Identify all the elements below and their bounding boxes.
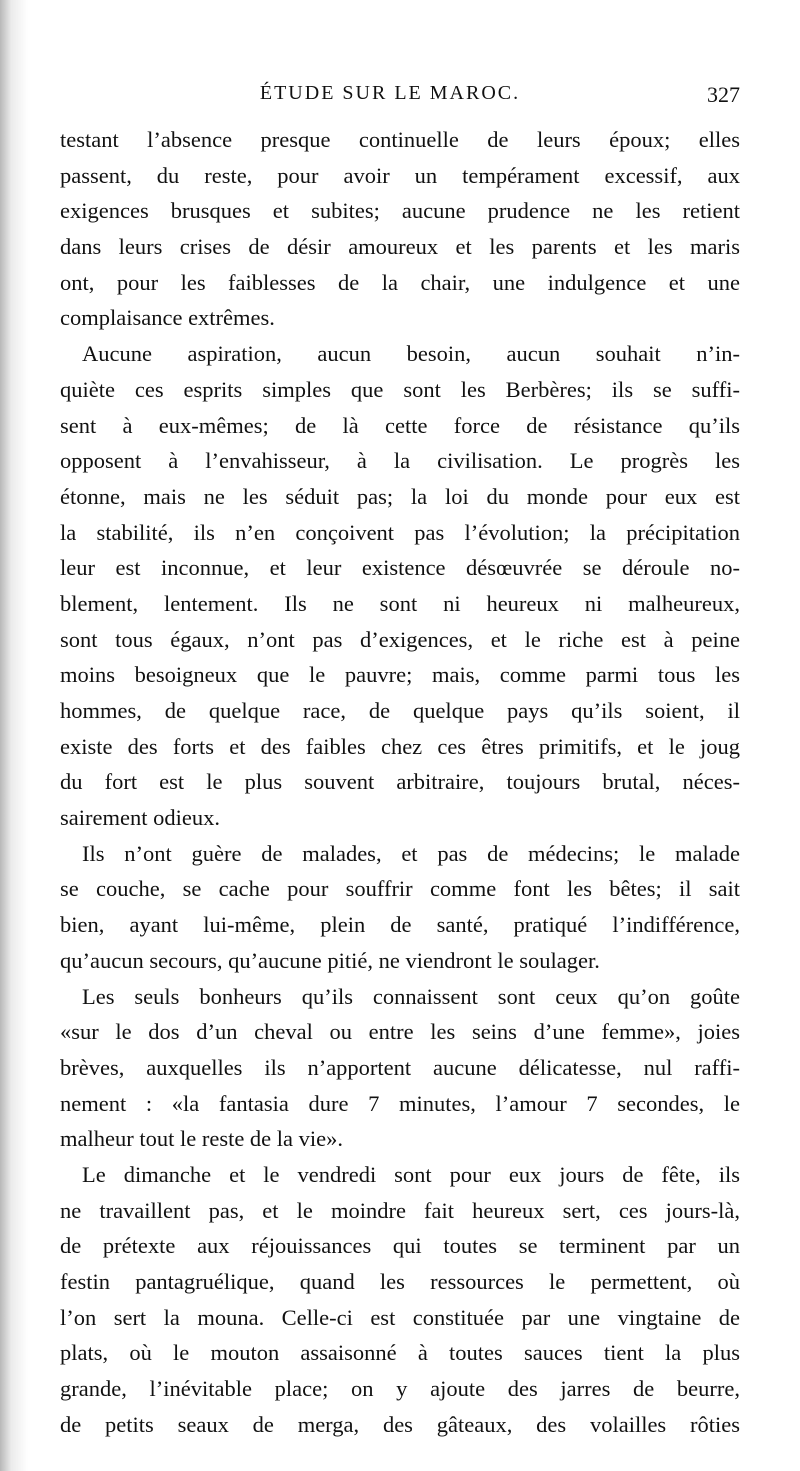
- text-line: blement, lentement. Ils ne sont ni heureux ni malheureux,: [60, 590, 740, 616]
- text-line: passent, du reste, pour avoir un tempérament excessif, aux: [60, 162, 740, 188]
- text-line: se couche, se cache pour souffrir comme font les bêtes; il sait: [60, 876, 740, 902]
- text-line: dans leurs crises de désir amoureux et les parents et les maris: [60, 234, 740, 260]
- text-line: existe des forts et des faibles chez ces êtres primitifs, et le joug: [60, 733, 740, 759]
- text-line: brèves, auxquelles ils n’apportent aucune délicatesse, nul raffi-: [60, 1054, 740, 1080]
- text-line: l’on sert la mouna. Celle-ci est constituée par une vingtaine de: [60, 1304, 740, 1330]
- text-line: grande, l’inévitable place; on y ajoute des jarres de beurre,: [60, 1376, 740, 1402]
- page-number: 327: [707, 82, 740, 107]
- text-line: malheur tout le reste de la vie».: [60, 1126, 344, 1152]
- text-line: qu’aucun secours, qu’aucune pitié, ne viendront le soulager.: [60, 947, 600, 973]
- text-line: sent à eux-mêmes; de là cette force de résistance qu’ils: [60, 412, 740, 438]
- text-line: hommes, de quelque race, de quelque pays qu’ils soient, il: [60, 698, 740, 723]
- text-line: festin pantagruélique, quand les ressources le permettent, où: [60, 1269, 740, 1294]
- text-line: exigences brusques et subites; aucune prudence ne les retient: [60, 198, 740, 224]
- text-line: quiète ces esprits simples que sont les Berbères; ils se suffi-: [60, 376, 740, 402]
- running-title: ÉTUDE SUR LE MAROC.: [259, 82, 521, 104]
- text-line: testant l’absence presque continuelle de leurs époux; elles: [60, 127, 740, 152]
- text-line: de prétexte aux réjouissances qui toutes se terminent par un: [60, 1233, 740, 1259]
- text-line: de petits seaux de merga, des gâteaux, des volailles rôties: [60, 1411, 740, 1437]
- text-line: complaisance extrêmes.: [60, 305, 275, 331]
- text-line: nement : «la fantasia dure 7 minutes, l’amour 7 secondes, le: [60, 1090, 740, 1116]
- text-line: la stabilité, ils n’en conçoivent pas l’évolution; la précipitation: [60, 519, 740, 545]
- text-line: ne travaillent pas, et le moindre fait heureux sert, ces jours-là,: [60, 1197, 740, 1223]
- text-line: bien, ayant lui-même, plein de santé, pratiqué l’indifférence,: [60, 912, 740, 938]
- text-line: Aucune aspiration, aucun besoin, aucun souhait n’in-: [82, 341, 740, 367]
- text-line: sont tous égaux, n’ont pas d’exigences, et le riche est à peine: [60, 626, 740, 652]
- page-edge-shadow: [0, 0, 28, 1471]
- text-line: Le dimanche et le vendredi sont pour eux jours de fête, ils: [82, 1161, 740, 1187]
- text-line: du fort est le plus souvent arbitraire, toujours brutal, néces-: [60, 769, 740, 795]
- text-line: Les seuls bonheurs qu’ils connaissent sont ceux qu’on goûte: [82, 983, 740, 1009]
- text-line: «sur le dos d’un cheval ou entre les seins d’une femme», joies: [60, 1019, 740, 1045]
- running-head: [40, 82, 740, 112]
- text-line: Ils n’ont guère de malades, et pas de médecins; le malade: [82, 840, 740, 866]
- text-line: opposent à l’envahisseur, à la civilisation. Le progrès les: [60, 448, 740, 474]
- text-line: sairement odieux.: [60, 805, 220, 831]
- text-line: leur est inconnue, et leur existence désœuvrée se déroule no-: [60, 555, 740, 581]
- text-line: ont, pour les faiblesses de la chair, une indulgence et une: [60, 269, 740, 295]
- text-line: plats, où le mouton assaisonné à toutes sauces tient la plus: [60, 1340, 740, 1366]
- text-line: moins besoigneux que le pauvre; mais, comme parmi tous les: [60, 662, 740, 688]
- text-line: étonne, mais ne les séduit pas; la loi du monde pour eux est: [60, 483, 740, 509]
- body-text: [60, 122, 740, 1442]
